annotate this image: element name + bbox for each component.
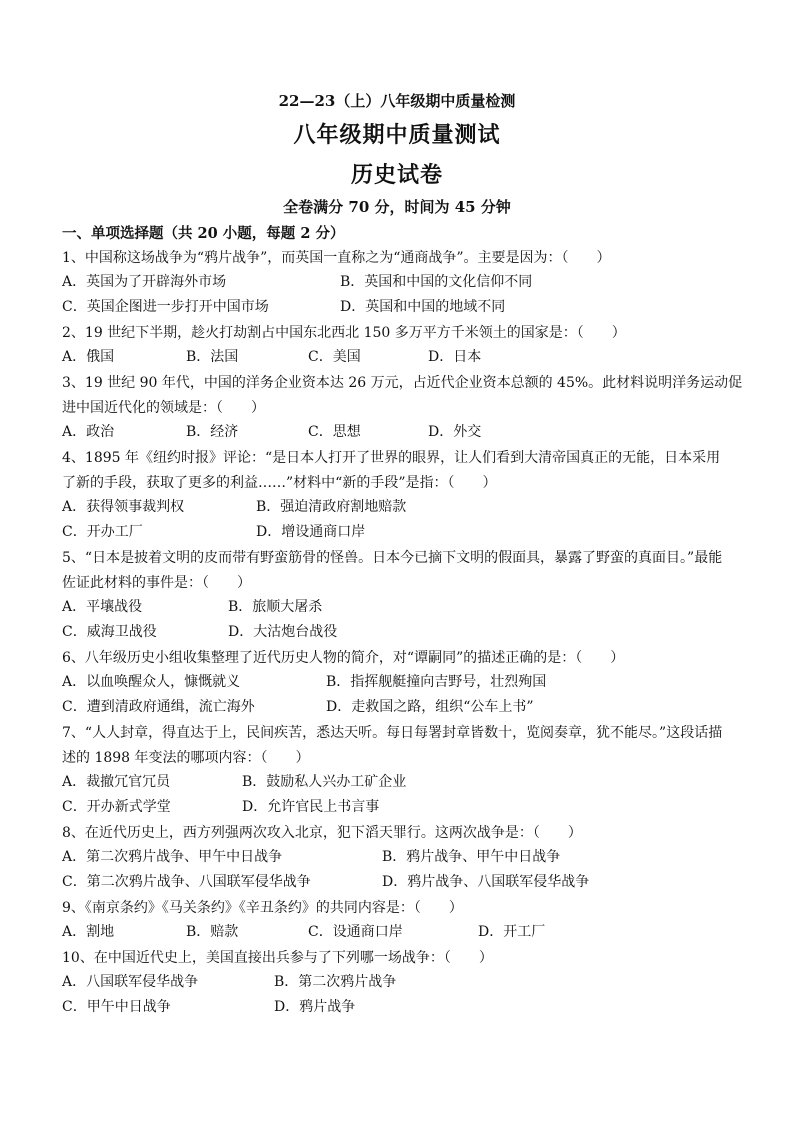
question-6-options-row-2 <box>62 696 742 721</box>
question-8 <box>62 821 742 846</box>
question-stem: 2、19 世纪下半期，趁火打劫割占中国东北西北 150 多万平方千米领土的国家是：（ ） <box>62 325 626 341</box>
question-10-options-row-2 <box>62 996 742 1021</box>
question-1-options-row-1 <box>62 271 742 296</box>
option-d: D．开工厂 <box>478 924 546 940</box>
option-b: B．赔款 <box>186 924 239 940</box>
question-stem: 8、在近代历史上，西方列强两次攻入北京，犯下滔天罪行。这两次战争是：（ ） <box>62 825 582 841</box>
exam-main-title: 八年级期中质量测试 <box>293 122 501 148</box>
question-10-options-row-1 <box>62 971 742 996</box>
option-b: B．法国 <box>186 349 239 365</box>
option-b: B．经济 <box>186 424 239 440</box>
option-c: C．开办新式学堂 <box>62 799 171 815</box>
option-c: C．思想 <box>308 424 361 440</box>
question-9-options <box>62 921 742 946</box>
option-a: A．第二次鸦片战争、甲午中日战争 <box>62 849 283 865</box>
question-6-options-row-1 <box>62 671 742 696</box>
option-b: B．鸦片战争、甲午中日战争 <box>382 849 561 865</box>
question-4-options-row-2 <box>62 521 742 546</box>
question-4 <box>62 446 742 496</box>
question-5-options-row-1 <box>62 596 742 621</box>
question-5 <box>62 546 742 596</box>
option-c: C．第二次鸦片战争、八国联军侵华战争 <box>62 874 311 890</box>
question-stem: 9、《南京条约》《马关条约》《辛丑条约》的共同内容是：（ ） <box>62 900 463 916</box>
option-d: D．外交 <box>428 424 482 440</box>
question-stem-line-1: 4、1895 年《纽约时报》评论：“是日本人打开了世界的眼界，让人们看到大清帝国真正的无能，日本采用 <box>62 450 721 466</box>
question-4-options-row-1 <box>62 496 742 521</box>
option-d: D．增设通商口岸 <box>256 524 366 540</box>
option-d: D．日本 <box>428 349 482 365</box>
option-b: B．强迫清政府割地赔款 <box>256 499 407 515</box>
option-d: D．鸦片战争、八国联军侵华战争 <box>382 874 590 890</box>
question-stem: 6、八年级历史小组收集整理了近代历史人物的简介，对“谭嗣同”的描述正确的是：（ ） <box>62 650 625 666</box>
question-7 <box>62 721 742 771</box>
question-1 <box>62 246 742 271</box>
option-b: B．鼓励私人兴办工矿企业 <box>242 774 407 790</box>
option-a: A．以血唤醒众人，慷慨就义 <box>62 674 241 690</box>
option-b: B．指挥舰艇撞向吉野号，壮烈殉国 <box>326 674 547 690</box>
option-d: D．走救国之路，组织“公车上书” <box>326 699 534 715</box>
option-a: A．裁撤冗官冗员 <box>62 774 171 790</box>
option-a: A．政治 <box>62 424 115 440</box>
question-stem: 10、在中国近代史上，美国直接出兵参与了下列哪一场战争：（ ） <box>62 950 493 966</box>
option-c: C．开办工厂 <box>62 524 143 540</box>
exam-meta: 全卷满分 70 分，时间为 45 分钟 <box>283 198 511 216</box>
option-a: A．英国为了开辟海外市场 <box>62 274 227 290</box>
question-2-options <box>62 346 742 371</box>
option-b: B．英国和中国的文化信仰不同 <box>340 274 533 290</box>
option-a: A．平壤战役 <box>62 599 143 615</box>
question-stem-line-2: 述的 1898 年变法的哪项内容：（ ） <box>62 750 310 766</box>
option-c: C．英国企图进一步打开中国市场 <box>62 299 269 315</box>
section-heading: 一、单项选择题（共 20 小题，每题 2 分） <box>62 225 345 242</box>
option-b: B．第二次鸦片战争 <box>274 974 397 990</box>
option-a: A．获得领事裁判权 <box>62 499 185 515</box>
question-stem-line-2: 了新的手段，获取了更多的利益……”材料中“新的手段”是指：（ ） <box>62 475 497 491</box>
question-stem-line-1: 7、“人人封章，得直达于上，民间疾苦，悉达天听。每日每署封章皆数十，览阅奏章，犹不能尽。”这段话描 <box>62 725 723 741</box>
question-stem-line-2: 进中国近代化的领域是：（ ） <box>62 400 265 416</box>
question-6 <box>62 646 742 671</box>
question-8-options-row-2 <box>62 871 742 896</box>
question-1-options-row-2 <box>62 296 742 321</box>
exam-subject-title: 历史试卷 <box>350 162 443 188</box>
option-a: A．八国联军侵华战争 <box>62 974 199 990</box>
option-c: C．威海卫战役 <box>62 624 157 640</box>
option-b: B．旅顺大屠杀 <box>228 599 323 615</box>
exam-top-line: 22—23（上）八年级期中质量检测 <box>278 92 516 110</box>
question-stem-line-1: 5、“日本是披着文明的皮而带有野蛮筋骨的怪兽。日本今已摘下文明的假面具，暴露了野蛮的真面目。”最能 <box>62 550 723 566</box>
option-c: C．甲午中日战争 <box>62 999 171 1015</box>
question-7-options-row-1 <box>62 771 742 796</box>
question-3 <box>62 371 742 421</box>
question-stem: 1、中国称这场战争为“鸦片战争”，而英国一直称之为“通商战争”。主要是因为：（ ） <box>62 250 611 266</box>
option-d: D．英国和中国的地域不同 <box>340 299 506 315</box>
option-a: A．俄国 <box>62 349 115 365</box>
option-d: D．大沽炮台战役 <box>228 624 338 640</box>
question-2 <box>62 321 742 346</box>
question-stem-line-1: 3、19 世纪 90 年代，中国的洋务企业资本达 26 万元，占近代企业资本总额的 45%。此材料说明洋务运动促 <box>62 375 743 391</box>
question-stem-line-2: 佐证此材料的事件是：（ ） <box>62 575 251 591</box>
option-d: D．鸦片战争 <box>274 999 356 1015</box>
question-8-options-row-1 <box>62 846 742 871</box>
question-5-options-row-2 <box>62 621 742 646</box>
option-c: C．美国 <box>308 349 361 365</box>
question-9 <box>62 896 742 921</box>
question-7-options-row-2 <box>62 796 742 821</box>
option-d: D．允许官民上书言事 <box>242 799 380 815</box>
question-3-options <box>62 421 742 446</box>
option-c: C．遭到清政府通缉，流亡海外 <box>62 699 255 715</box>
option-c: C．设通商口岸 <box>308 924 403 940</box>
option-a: A．割地 <box>62 924 115 940</box>
question-10 <box>62 946 742 971</box>
